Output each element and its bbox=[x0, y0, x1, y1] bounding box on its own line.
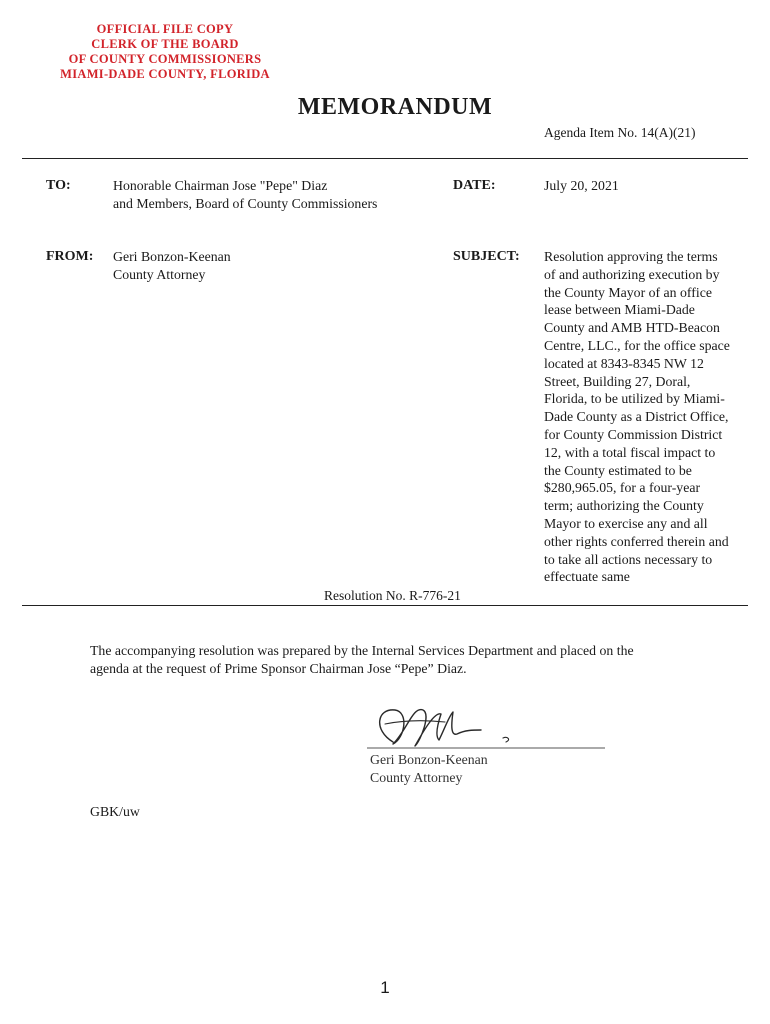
to-line: and Members, Board of County Commissioners bbox=[113, 195, 378, 211]
subject-label: SUBJECT: bbox=[453, 249, 520, 264]
to-line: Honorable Chairman Jose "Pepe" Diaz bbox=[113, 178, 328, 193]
signer-name: Geri Bonzon-Keenan bbox=[370, 752, 488, 767]
resolution-number: Resolution No. R-776-21 bbox=[324, 588, 461, 603]
to-recipient bbox=[113, 177, 377, 213]
from-line: County Attorney bbox=[113, 266, 206, 282]
official-file-copy-stamp bbox=[50, 22, 280, 82]
stamp-line: OF COUNTY COMMISSIONERS bbox=[68, 52, 262, 66]
agenda-item-number: Agenda Item No. 14(A)(21) bbox=[544, 125, 696, 140]
page-number: 1 bbox=[380, 978, 390, 997]
handwritten-signature bbox=[365, 700, 610, 758]
date-value: July 20, 2021 bbox=[544, 178, 619, 193]
subject-text: Resolution approving the terms of and authorizing execution by the County Mayor of an office lease between Miami-Dade County and AMB HTD-Beacon Centre, LLC., for the office space located at 8343-8345 NW 12 Street, Building 27, Doral, Florida, to be utilized by Miami- Dade County as a District Office, for County Commission District 12, with a total fiscal impact to the County estimated to be $280,965.05, for a four-year term; authorizing the County Mayor to exercise any and all other rights conferred therein and to take all actions necessary to effectuate same bbox=[544, 249, 730, 585]
signature-block bbox=[370, 751, 488, 787]
memo-title: MEMORANDUM bbox=[297, 94, 493, 120]
memo-body: The accompanying resolution was prepared by the Internal Services Department and placed on the agenda at the request of Prime Sponsor Chairman Jose “Pepe” Diaz. bbox=[90, 643, 634, 676]
stamp-line: OFFICIAL FILE COPY bbox=[96, 22, 234, 36]
reference-initials: GBK/uw bbox=[90, 804, 140, 819]
to-label: TO: bbox=[46, 178, 71, 193]
header-top-rule bbox=[22, 158, 748, 159]
from-label: FROM: bbox=[46, 249, 94, 264]
date-label: DATE: bbox=[453, 178, 496, 193]
stamp-line: MIAMI-DADE COUNTY, FLORIDA bbox=[60, 67, 270, 81]
signer-title: County Attorney bbox=[370, 770, 463, 785]
stamp-line: CLERK OF THE BOARD bbox=[91, 37, 239, 51]
from-sender bbox=[113, 248, 231, 284]
header-bottom-rule bbox=[22, 605, 748, 606]
from-line: Geri Bonzon-Keenan bbox=[113, 249, 231, 264]
